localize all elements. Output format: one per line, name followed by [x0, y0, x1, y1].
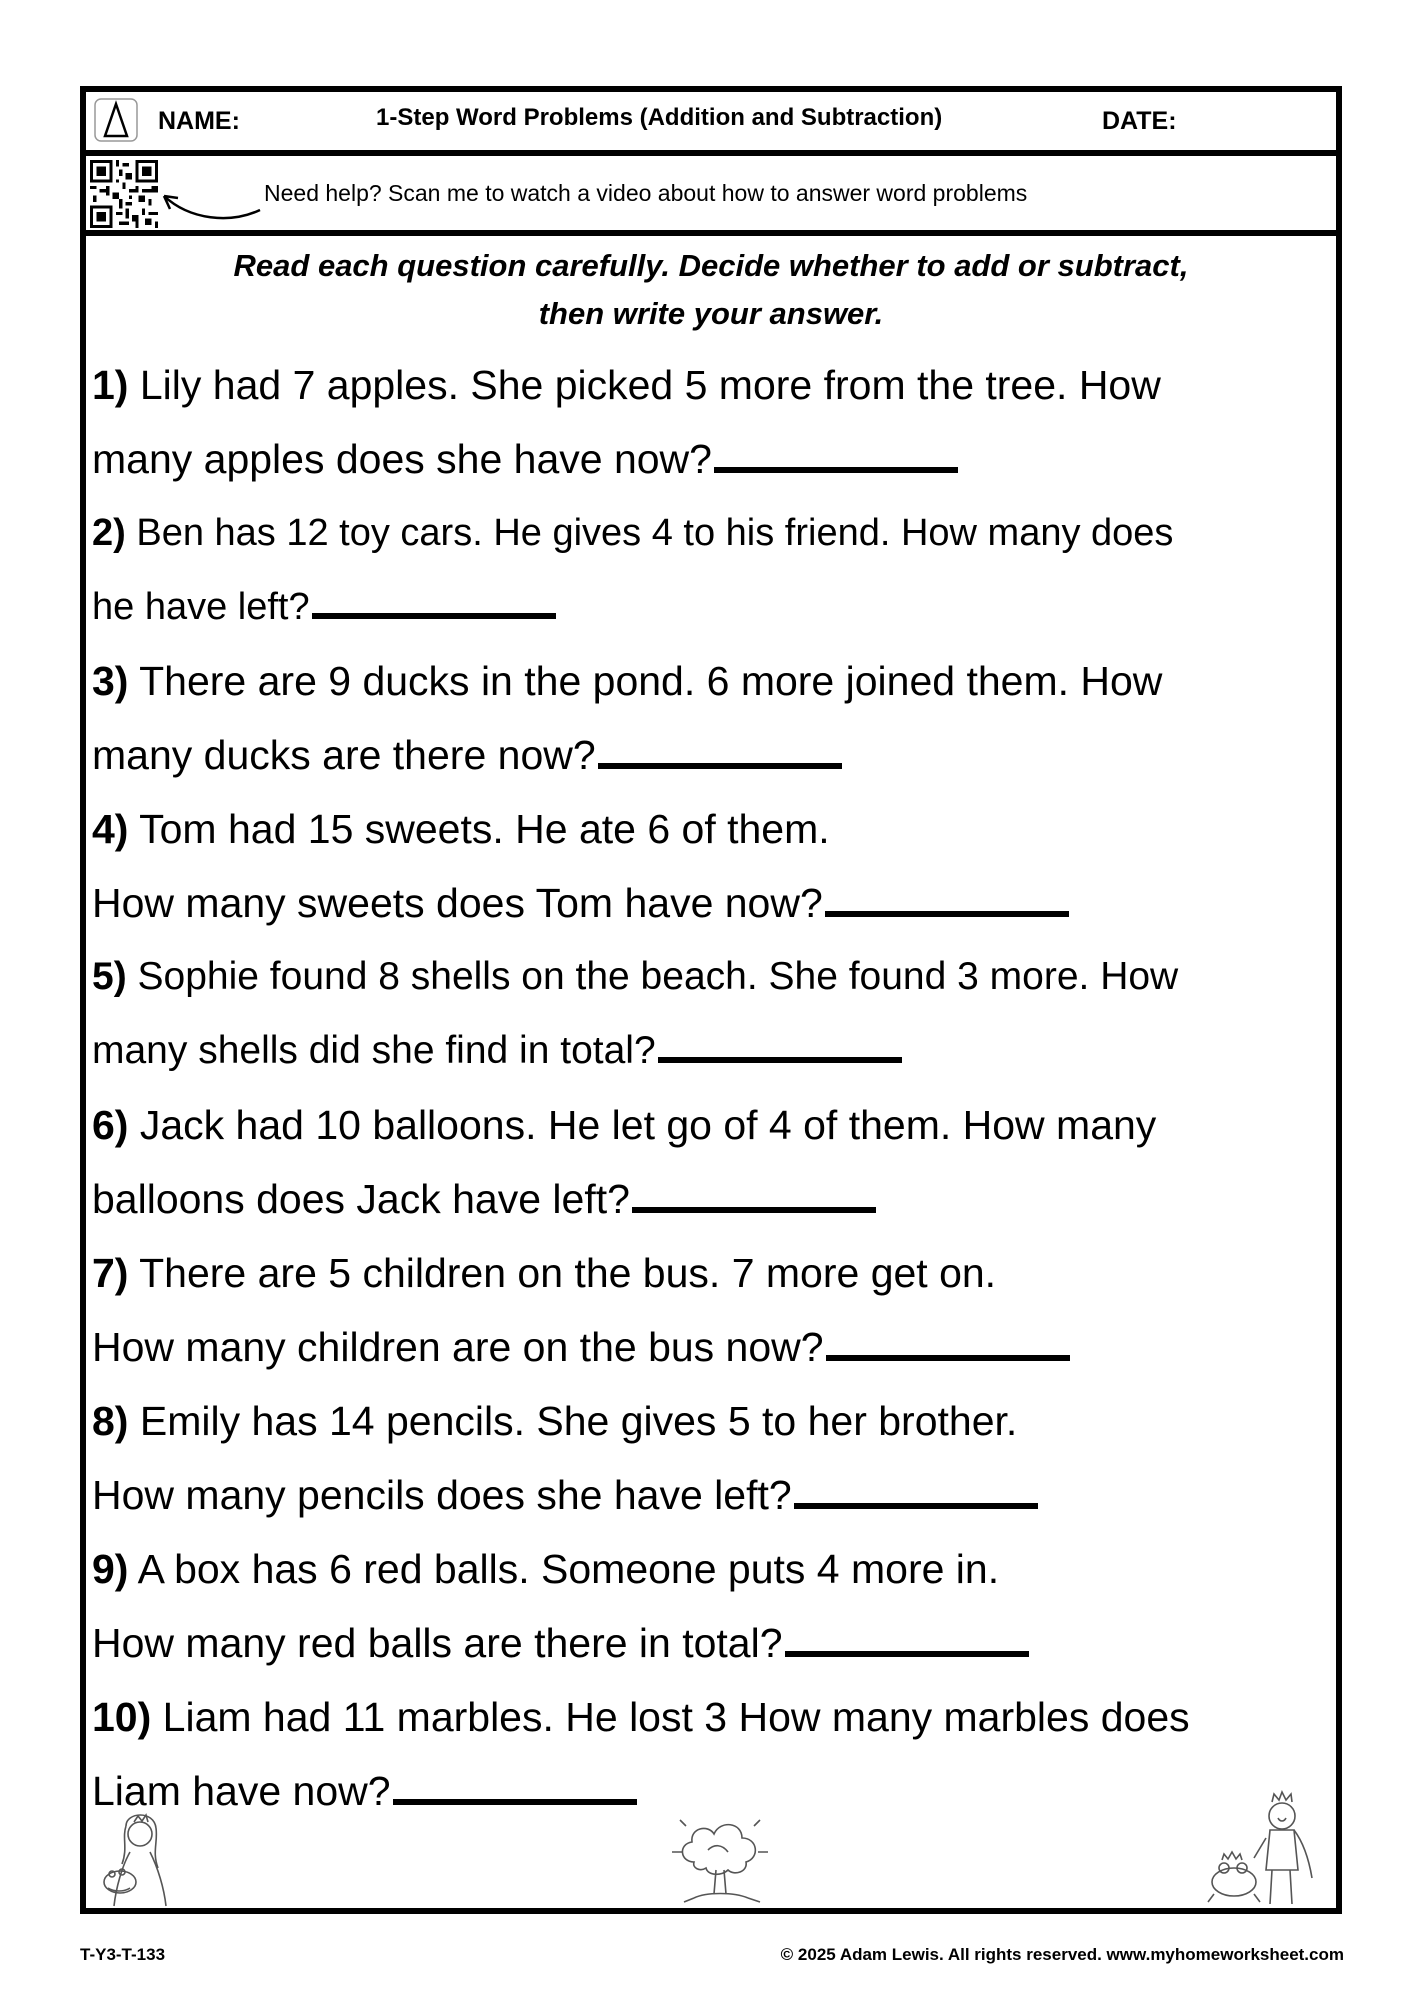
question-line-2: [92, 1606, 1336, 1680]
question-text: Sophie found 8 shells on the beach. She found 3 more. How: [126, 955, 1179, 998]
instructions: [86, 242, 1336, 338]
question-line-2: [92, 1014, 1336, 1088]
answer-blank[interactable]: [598, 727, 842, 769]
triangle-logo-icon: [94, 98, 138, 142]
question-text: Liam had 11 marbles. He lost 3 How many marbles does: [151, 1694, 1190, 1740]
princess-with-frog-illustration: [92, 1808, 182, 1908]
question-line-1: [92, 496, 1336, 570]
help-row: [86, 156, 1336, 236]
question-text: How many sweets does Tom have now?: [92, 880, 823, 926]
question-text: he have left?: [92, 586, 310, 628]
instructions-line-2: then write your answer.: [538, 296, 884, 331]
answer-blank[interactable]: [785, 1615, 1029, 1657]
question-line-1: [92, 792, 1336, 866]
question-line-2: [92, 866, 1336, 940]
answer-blank[interactable]: [826, 1319, 1070, 1361]
question-line-2: [92, 1162, 1336, 1236]
question-line-2: [92, 570, 1336, 644]
answer-blank[interactable]: [658, 1021, 902, 1063]
question-4: [92, 792, 1336, 940]
question-text: many apples does she have now?: [92, 436, 712, 482]
header-row: [86, 92, 1336, 156]
question-line-1: [92, 1088, 1336, 1162]
help-text: Need help? Scan me to watch a video about how to answer word problems: [264, 180, 1028, 206]
question-line-2: [92, 1458, 1336, 1532]
worksheet-code: T-Y3-T-133: [80, 1945, 166, 1964]
question-text: How many pencils does she have left?: [92, 1472, 792, 1518]
question-text: A box has 6 red balls. Someone puts 4 more in.: [128, 1546, 1000, 1592]
question-text: There are 9 ducks in the pond. 6 more joined them. How: [128, 658, 1163, 704]
question-text: Emily has 14 pencils. She gives 5 to her brother.: [128, 1398, 1018, 1444]
question-1: [92, 348, 1336, 496]
question-line-1: [92, 1532, 1336, 1606]
tree-explosion-illustration: [664, 1812, 774, 1912]
question-line-1: [92, 940, 1336, 1014]
instructions-line-1: Read each question carefully. Decide whether to add or subtract,: [233, 248, 1189, 283]
question-number: 7): [92, 1250, 129, 1296]
answer-blank[interactable]: [794, 1467, 1038, 1509]
date-label: DATE:: [1102, 107, 1177, 135]
question-text: Tom had 15 sweets. He ate 6 of them.: [128, 806, 830, 852]
question-number: 5): [92, 955, 127, 998]
question-6: [92, 1088, 1336, 1236]
question-number: 6): [92, 1102, 129, 1148]
question-text: Lily had 7 apples. She picked 5 more from the tree. How: [128, 362, 1161, 408]
question-number: 4): [92, 806, 129, 852]
name-label: NAME:: [158, 107, 240, 135]
question-list: [92, 348, 1336, 1828]
question-text: many ducks are there now?: [92, 732, 596, 778]
question-number: 8): [92, 1398, 129, 1444]
answer-blank[interactable]: [393, 1763, 637, 1805]
question-7: [92, 1236, 1336, 1384]
question-line-1: [92, 1680, 1336, 1754]
question-number: 1): [92, 362, 129, 408]
qr-code-icon[interactable]: [90, 160, 158, 228]
question-text: There are 5 children on the bus. 7 more get on.: [128, 1250, 997, 1296]
question-text: Liam have now?: [92, 1768, 391, 1814]
question-text: balloons does Jack have left?: [92, 1176, 630, 1222]
question-10: [92, 1680, 1336, 1828]
question-text: many shells did she find in total?: [92, 1029, 656, 1072]
copyright-notice: © 2025 Adam Lewis. All rights reserved. www.myhomeworksheet.com: [780, 1945, 1344, 1964]
question-line-2: [92, 422, 1336, 496]
question-line-2: [92, 1310, 1336, 1384]
question-number: 2): [92, 512, 126, 554]
question-9: [92, 1532, 1336, 1680]
question-line-1: [92, 348, 1336, 422]
worksheet-frame: [80, 86, 1342, 1914]
question-line-2: [92, 718, 1336, 792]
answer-blank[interactable]: [632, 1171, 876, 1213]
question-number: 9): [92, 1546, 129, 1592]
prince-and-frog-illustration: [1202, 1786, 1332, 1910]
question-text: How many children are on the bus now?: [92, 1324, 824, 1370]
question-2: [92, 496, 1336, 644]
answer-blank[interactable]: [312, 577, 556, 619]
question-8: [92, 1384, 1336, 1532]
question-number: 10): [92, 1694, 152, 1740]
answer-blank[interactable]: [714, 431, 958, 473]
question-line-1: [92, 1384, 1336, 1458]
question-line-1: [92, 1236, 1336, 1310]
question-text: Ben has 12 toy cars. He gives 4 to his friend. How many does: [125, 512, 1174, 554]
question-number: 3): [92, 658, 129, 704]
worksheet-title: 1-Step Word Problems (Addition and Subtraction): [376, 104, 943, 131]
question-5: [92, 940, 1336, 1088]
question-line-1: [92, 644, 1336, 718]
question-3: [92, 644, 1336, 792]
question-text: How many red balls are there in total?: [92, 1620, 783, 1666]
answer-blank[interactable]: [825, 875, 1069, 917]
question-text: Jack had 10 balloons. He let go of 4 of them. How many: [128, 1102, 1157, 1148]
